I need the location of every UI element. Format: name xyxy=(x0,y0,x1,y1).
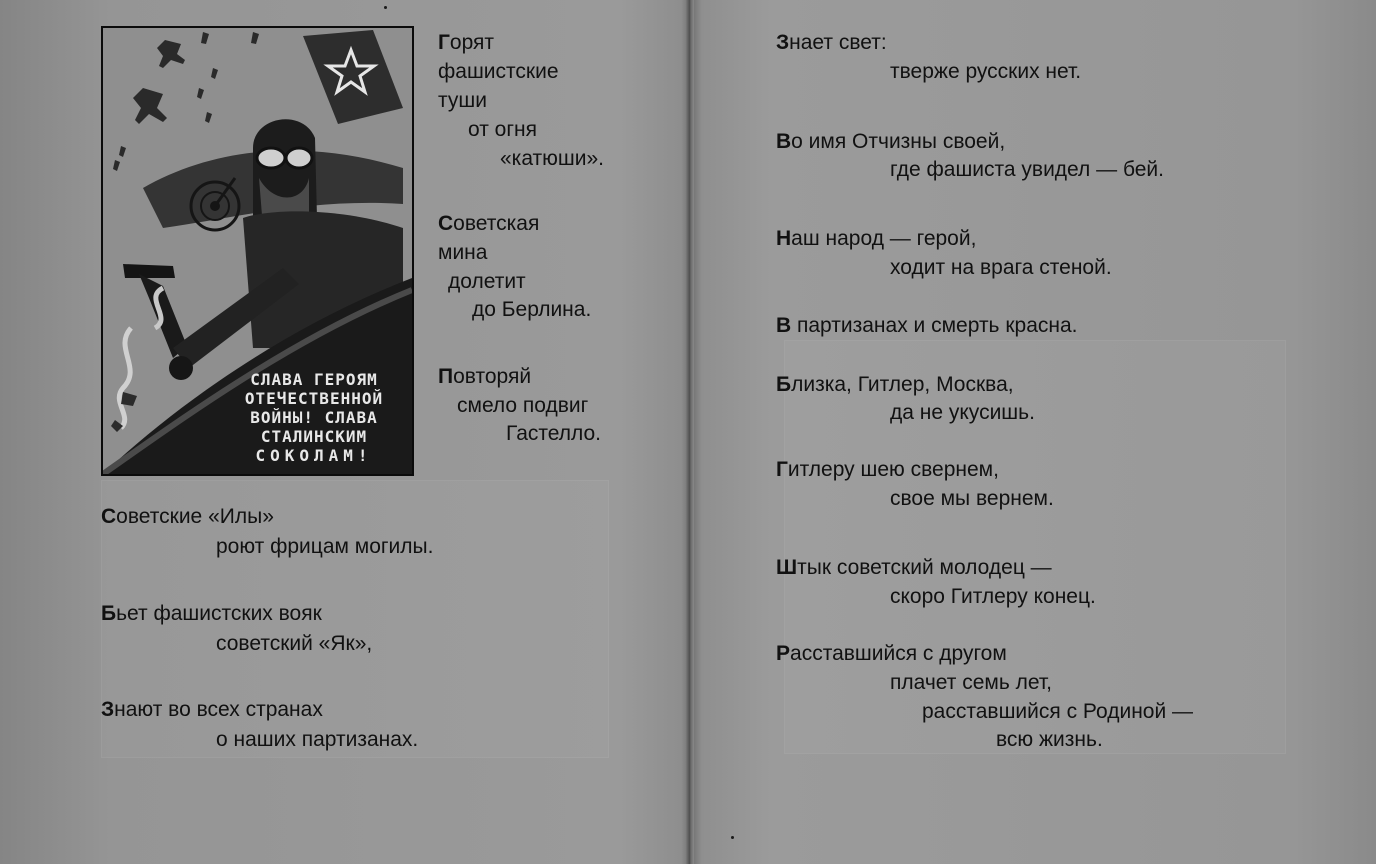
verse-text: нает свет: xyxy=(789,31,887,54)
verse-text: где фашиста увидел — бей. xyxy=(890,158,1164,181)
verse-line xyxy=(216,727,418,753)
verse-line xyxy=(438,59,559,85)
poster-caption-line: ВОЙНЫ! СЛАВА xyxy=(250,408,378,427)
verse-text: скоро Гитлеру конец. xyxy=(890,585,1096,608)
verse-text: оветская xyxy=(453,212,540,235)
verse-line xyxy=(438,211,539,237)
verse-text: плачет семь лет, xyxy=(890,671,1052,694)
verse-initial: Р xyxy=(776,642,791,665)
verse-line xyxy=(500,146,604,172)
verse-line xyxy=(776,226,976,252)
verse-text: итлеру шею свернем, xyxy=(787,458,999,481)
verse-text: оветские «Илы» xyxy=(116,505,274,528)
verse-initial: В xyxy=(776,314,792,337)
verse-line xyxy=(890,400,1035,426)
verse-line xyxy=(468,117,537,143)
verse-line xyxy=(438,88,487,114)
verse-line xyxy=(101,504,274,530)
verse-text: лизка, Гитлер, Москва, xyxy=(791,373,1014,396)
verse-text: советский «Як», xyxy=(216,632,373,655)
verse-line xyxy=(890,157,1164,183)
verse-initial: З xyxy=(101,698,115,721)
verse-line xyxy=(776,30,887,56)
verse-line xyxy=(776,555,1052,581)
verse-initial: Н xyxy=(776,227,792,250)
verse-text: до Берлина. xyxy=(472,298,592,321)
verse-text: мина xyxy=(438,241,488,264)
verse-text: да не укусишь. xyxy=(890,401,1035,424)
verse-text: нают во всех странах xyxy=(114,698,323,721)
verse-initial: В xyxy=(776,130,792,153)
verse-text: расставшийся с Родиной — xyxy=(922,700,1194,723)
verse-text: партизанах и смерть красна. xyxy=(791,314,1078,337)
verse-initial: З xyxy=(776,31,790,54)
verse-text: овторяй xyxy=(453,365,532,388)
verse-line xyxy=(996,727,1103,753)
verse-initial: Г xyxy=(776,458,788,481)
verse-text: роют фрицам могилы. xyxy=(216,535,434,558)
verse-line xyxy=(438,364,531,390)
verse-text: тык советский молодец — xyxy=(797,556,1052,579)
verse-line xyxy=(890,670,1052,696)
verse-line xyxy=(922,699,1193,725)
verse-text: смело подвиг xyxy=(457,394,589,417)
verse-text: о имя Отчизны своей, xyxy=(791,130,1006,153)
verse-line xyxy=(101,601,322,627)
verse-initial: Г xyxy=(438,31,450,54)
right-page xyxy=(694,0,1376,864)
verse-line xyxy=(776,641,1007,667)
verse-line xyxy=(890,486,1054,512)
verse-line xyxy=(776,372,1014,398)
verse-line xyxy=(890,59,1081,85)
verse-initial: Ш xyxy=(776,556,798,579)
poster-caption xyxy=(224,370,404,465)
verse-line xyxy=(776,457,999,483)
poster-caption-line: СЛАВА ГЕРОЯМ xyxy=(250,370,378,389)
verse-text: асставшийся с другом xyxy=(790,642,1007,665)
verse-line xyxy=(776,313,1078,339)
verse-text: «катюши». xyxy=(500,147,605,170)
verse-text: от огня xyxy=(468,118,537,141)
poster-caption-line: ОТЕЧЕСТВЕННОЙ xyxy=(244,389,384,408)
verse-line xyxy=(216,631,372,657)
verse-text: ходит на врага стеной. xyxy=(890,256,1112,279)
verse-text: Гастелло. xyxy=(506,422,601,445)
poster-caption-line: СОКОЛАМ! xyxy=(255,446,373,465)
verse-line xyxy=(448,269,526,295)
verse-line xyxy=(438,240,487,266)
book-gutter xyxy=(686,0,694,864)
print-speck xyxy=(731,836,734,839)
verse-initial: Б xyxy=(101,602,117,625)
verse-line xyxy=(438,30,494,56)
verse-text: аш народ — герой, xyxy=(791,227,977,250)
verse-text: туши xyxy=(438,89,487,112)
verse-line xyxy=(890,255,1112,281)
verse-line xyxy=(776,129,1005,155)
verse-line xyxy=(457,393,588,419)
verse-line xyxy=(101,697,323,723)
verse-text: о наших партизанах. xyxy=(216,728,419,751)
verse-line xyxy=(216,534,433,560)
verse-text: тверже русских нет. xyxy=(890,60,1082,83)
verse-initial: С xyxy=(101,505,117,528)
verse-text: свое мы вернем. xyxy=(890,487,1054,510)
verse-initial: Б xyxy=(776,373,792,396)
verse-text: ьет фашистских вояк xyxy=(116,602,322,625)
verse-line xyxy=(890,584,1096,610)
verse-line xyxy=(472,297,591,323)
print-speck xyxy=(384,6,387,9)
verse-line xyxy=(506,421,601,447)
poster-caption-line: СТАЛИНСКИМ xyxy=(260,427,368,446)
verse-initial: С xyxy=(438,212,454,235)
verse-text: орят xyxy=(449,31,495,54)
verse-initial: П xyxy=(438,365,454,388)
verse-text: фашистские xyxy=(438,60,559,83)
propaganda-poster xyxy=(101,26,414,476)
verse-text: всю жизнь. xyxy=(996,728,1103,751)
verse-text: долетит xyxy=(448,270,526,293)
